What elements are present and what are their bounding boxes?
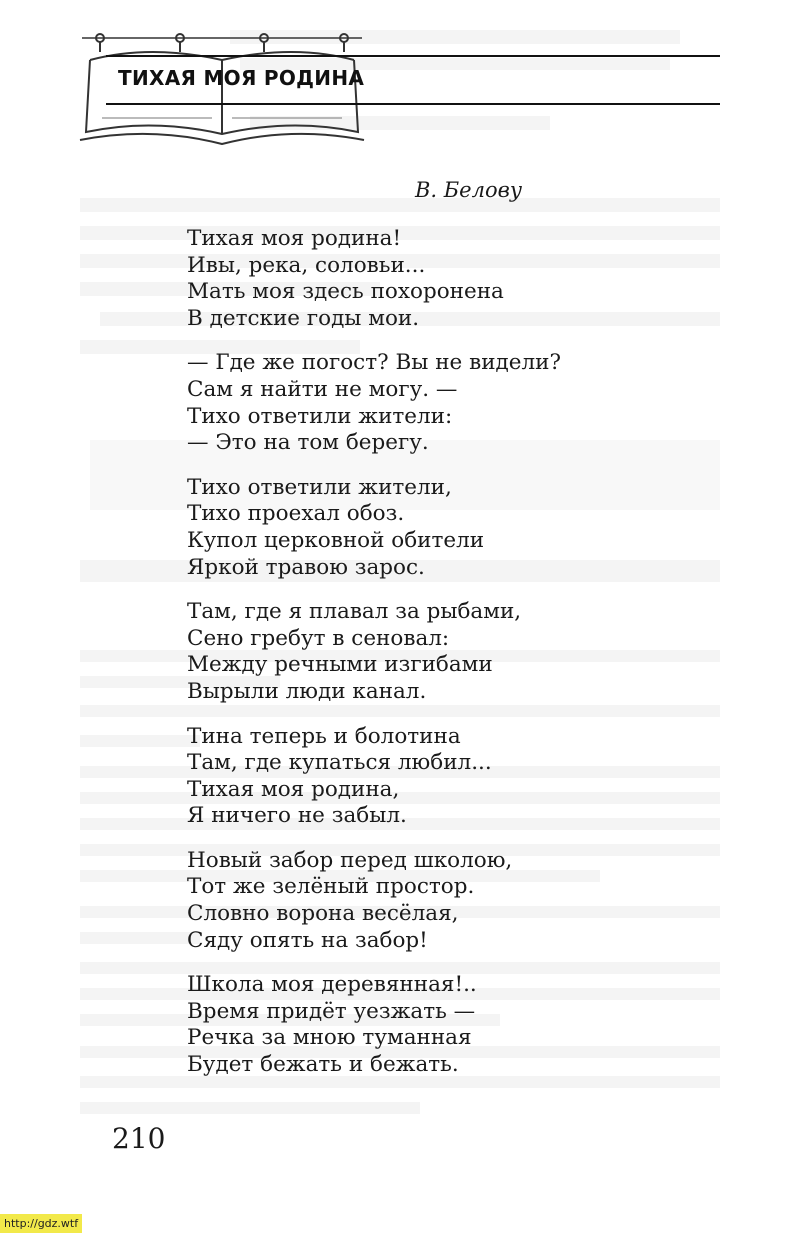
poem: [187, 226, 607, 1097]
poem-line: Сяду опять на забор!: [187, 927, 428, 953]
poem-line: Там, где я плавал за рыбами,: [187, 599, 522, 625]
poem-line: Тихо ответили жители:: [187, 403, 453, 429]
section-title: ТИХАЯ МОЯ РОДИНА: [118, 66, 365, 90]
poem-line: Сено гребут в сеновал:: [187, 625, 450, 651]
watermark-link[interactable]: http://gdz.wtf: [0, 1214, 82, 1233]
poem-line: — Где же погост? Вы не видели?: [187, 350, 562, 376]
poem-line: Яркой травою зарос.: [187, 554, 425, 580]
poem-line: Тихо проехал обоз.: [187, 501, 405, 527]
poem-line: Мать моя здесь похоронена: [187, 279, 504, 305]
poem-line: Купол церковной обители: [187, 527, 485, 553]
poem-line: Я ничего не забыл.: [187, 803, 407, 829]
poem-line: Будет бежать и бежать.: [187, 1052, 459, 1078]
poem-line: Ивы, река, соловьи...: [187, 252, 426, 278]
poem-line: Тина теперь и болотина: [187, 723, 461, 749]
stanza: [187, 972, 607, 1078]
page-number: 210: [112, 1122, 166, 1155]
section-header: [72, 22, 722, 172]
poem-line: В детские годы мои.: [187, 305, 420, 331]
poem-line: Тот же зелёный простор.: [187, 874, 475, 900]
open-book-icon: [72, 22, 722, 172]
poem-line: Тихая моя родина!: [187, 226, 402, 251]
stanza: [187, 226, 607, 332]
poem-line: Речка за мною туманная: [187, 1025, 472, 1051]
stanza: [187, 599, 607, 705]
dedication: В. Белову: [414, 178, 522, 202]
poem-line: Вырыли люди канал.: [187, 678, 427, 704]
poem-line: Тихо ответили жители,: [187, 474, 452, 500]
stanza: [187, 350, 607, 456]
poem-line: Время придёт уезжать —: [187, 998, 476, 1024]
poem-line: Между речными изгибами: [187, 652, 493, 678]
poem-line: — Это на том берегу.: [187, 430, 429, 456]
stanza: [187, 848, 607, 954]
stanza: [187, 724, 607, 830]
poem-line: Тихая моя родина,: [187, 776, 400, 802]
poem-line: Там, где купаться любил...: [187, 750, 492, 776]
poem-line: Словно ворона весёлая,: [187, 901, 459, 927]
poem-line: Сам я найти не могу. —: [187, 376, 458, 402]
poem-line: Школа моя деревянная!..: [187, 972, 477, 998]
poem-line: Новый забор перед школою,: [187, 847, 513, 873]
stanza: [187, 475, 607, 581]
